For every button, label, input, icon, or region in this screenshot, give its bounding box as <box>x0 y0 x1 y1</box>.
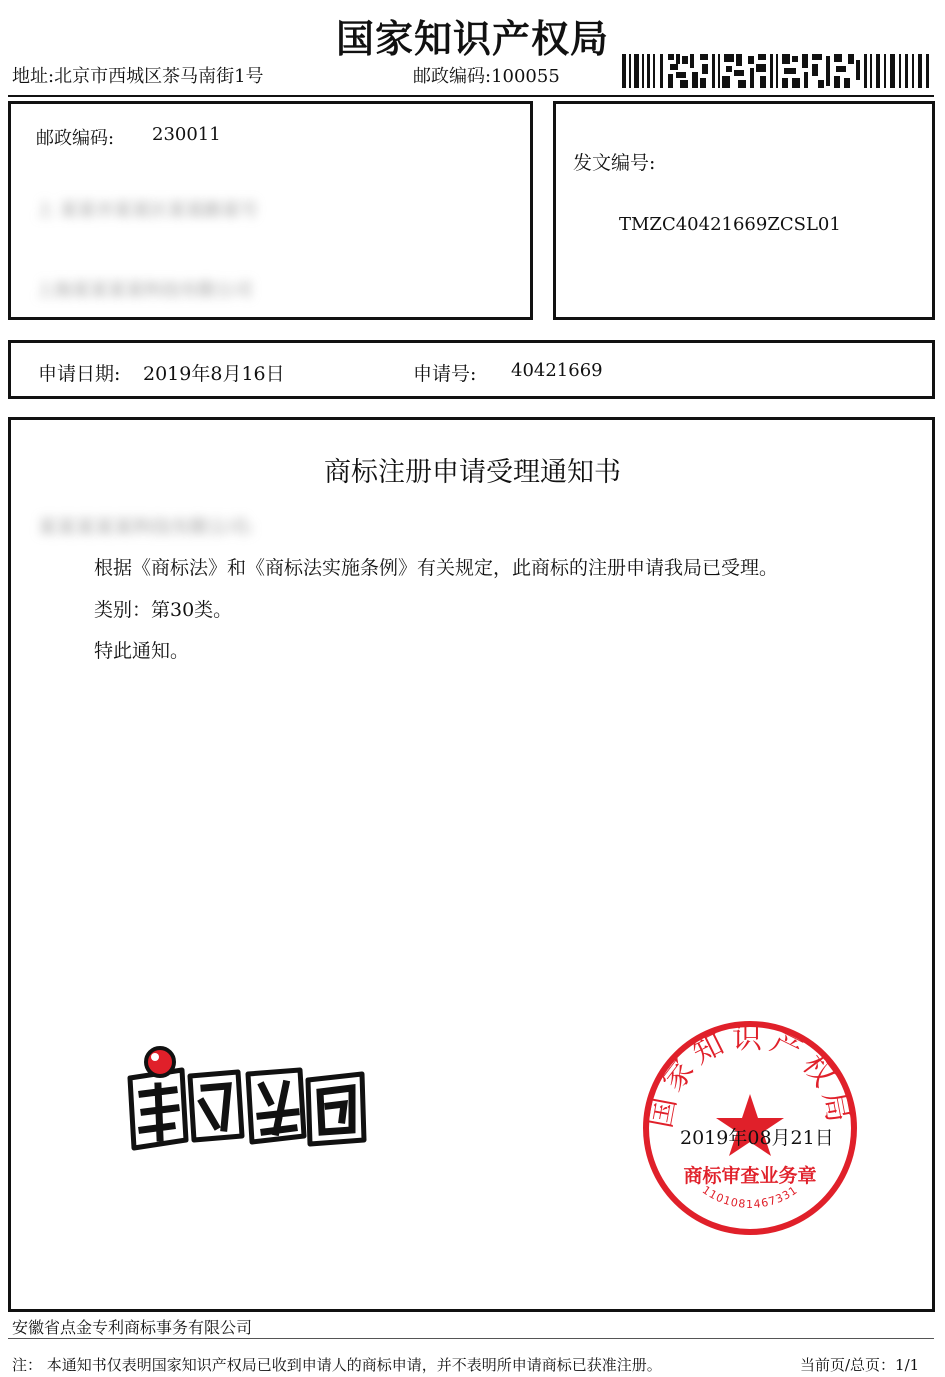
barcode-icon <box>622 52 932 90</box>
document-number-label: 发文编号: <box>573 152 656 174</box>
document-number-box <box>553 101 935 320</box>
notice-category: 类别：第30类。 <box>94 599 233 621</box>
office-address: 地址:北京市西城区茶马南街1号 <box>12 66 264 87</box>
notice-addressee: 某某某某某科技有限公司: <box>38 516 254 538</box>
notice-closing: 特此通知。 <box>94 640 190 662</box>
page-indicator: 当前页/总页：1/1 <box>800 1356 920 1374</box>
notice-paragraph: 根据《商标法》和《商标法实施条例》有关规定，此商标的注册申请我局已受理。 <box>94 557 779 579</box>
office-postcode: 邮政编码:100055 <box>413 66 560 87</box>
header-divider <box>8 95 934 97</box>
footer-divider <box>8 1338 934 1339</box>
recipient-address: 上 某某市某某区某某路某号 <box>36 200 258 221</box>
agency-name: 安徽省点金专利商标事务有限公司 <box>12 1318 253 1337</box>
recipient-postcode-label: 邮政编码: <box>36 128 115 149</box>
seal-bottom-text: 商标审查业务章 <box>683 1165 817 1187</box>
application-date-value: 2019年8月16日 <box>143 363 285 385</box>
document-number-value: TMZC40421669ZCSL01 <box>619 214 841 235</box>
application-number-value: 40421669 <box>511 360 603 381</box>
seal-serial: 1101081467331 <box>699 1183 801 1211</box>
svg-text:1101081467331 <box>700 1183 800 1211</box>
seal-arc-text: 国家知识产权局 <box>643 1021 857 1131</box>
footer-note: 注： 本通知书仅表明国家知识产权局已收到申请人的商标申请，并不表明所申请商标已获准注册。 <box>12 1356 662 1374</box>
notice-date: 2019年08月21日 <box>680 1127 834 1149</box>
recipient-name: 上海某某某某科技有限公司 <box>36 280 252 301</box>
recipient-postcode-value: 230011 <box>152 124 221 145</box>
trademark-logo-icon <box>120 1040 370 1155</box>
notice-title: 商标注册申请受理通知书 <box>324 457 621 488</box>
application-date-label: 申请日期: <box>38 363 121 385</box>
application-number-label: 申请号: <box>413 363 477 385</box>
header-title: 国家知识产权局 <box>335 17 609 61</box>
